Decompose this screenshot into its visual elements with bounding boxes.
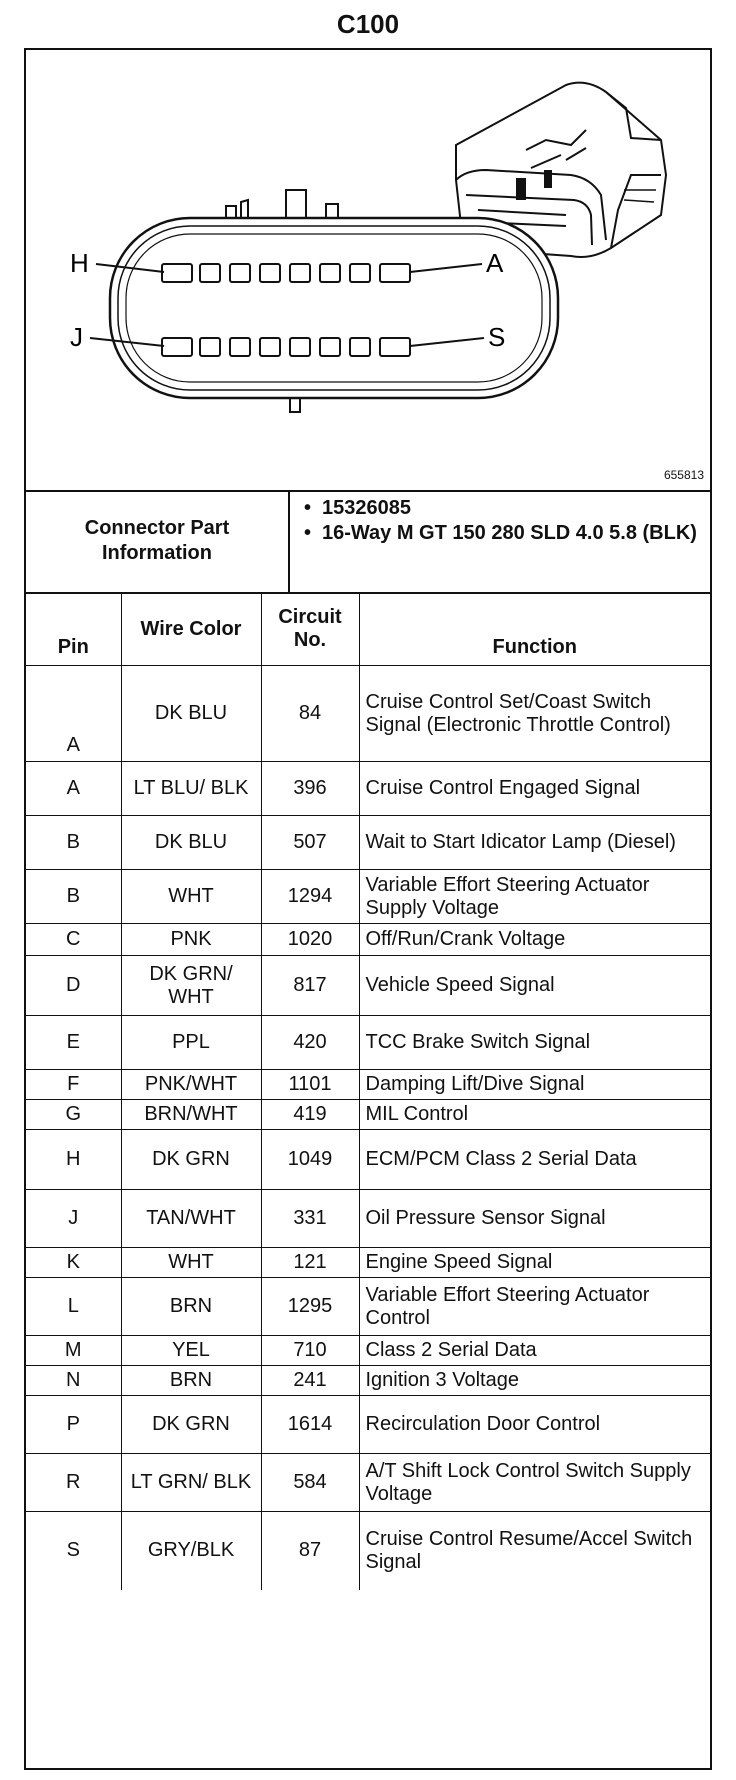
wire-color-cell: PNK: [121, 924, 261, 956]
connector-diagram: [26, 50, 710, 492]
header-function: Function: [359, 593, 710, 666]
circuit-cell: 331: [261, 1190, 359, 1248]
circuit-cell: 396: [261, 762, 359, 816]
circuit-cell: 507: [261, 816, 359, 870]
cavity-label-a: A: [486, 248, 504, 278]
function-cell: Wait to Start Idicator Lamp (Diesel): [359, 816, 710, 870]
function-cell: Cruise Control Resume/Accel Switch Signal: [359, 1512, 710, 1590]
pin-cell: J: [26, 1190, 121, 1248]
circuit-cell: 584: [261, 1454, 359, 1512]
pin-cell: M: [26, 1336, 121, 1366]
table-row: [26, 1396, 710, 1454]
function-cell: Engine Speed Signal: [359, 1248, 710, 1278]
function-cell: A/T Shift Lock Control Switch Supply Voltage: [359, 1454, 710, 1512]
pin-table: [26, 592, 710, 1590]
pin-cell: E: [26, 1016, 121, 1070]
part-info-item: • 15326085: [302, 496, 702, 521]
circuit-cell: 1101: [261, 1070, 359, 1100]
function-cell: Off/Run/Crank Voltage: [359, 924, 710, 956]
function-cell: Vehicle Speed Signal: [359, 956, 710, 1016]
part-info-list: [302, 496, 702, 546]
pin-cell: H: [26, 1130, 121, 1190]
circuit-cell: 1049: [261, 1130, 359, 1190]
pin-cell: B: [26, 870, 121, 924]
table-row: [26, 816, 710, 870]
connector-face-drawing: [26, 50, 710, 490]
image-part-number: 655813: [663, 468, 704, 482]
pin-cell: L: [26, 1278, 121, 1336]
pin-cell: C: [26, 924, 121, 956]
table-row: [26, 1512, 710, 1590]
header-pin: Pin: [26, 593, 121, 666]
circuit-cell: 241: [261, 1366, 359, 1396]
table-row: [26, 1336, 710, 1366]
circuit-cell: 1614: [261, 1396, 359, 1454]
table-row: [26, 1130, 710, 1190]
circuit-cell: 710: [261, 1336, 359, 1366]
wire-color-cell: DK GRN: [121, 1396, 261, 1454]
function-cell: ECM/PCM Class 2 Serial Data: [359, 1130, 710, 1190]
table-row: [26, 666, 710, 762]
table-row: [26, 1278, 710, 1336]
table-row: [26, 1070, 710, 1100]
pin-cell: A: [26, 666, 121, 762]
pin-cell: K: [26, 1248, 121, 1278]
wire-color-cell: LT GRN/ BLK: [121, 1454, 261, 1512]
wire-color-cell: DK BLU: [121, 666, 261, 762]
header-circuit-no: Circuit No.: [261, 593, 359, 666]
table-row: [26, 956, 710, 1016]
wire-color-cell: BRN: [121, 1278, 261, 1336]
connector-frame: [24, 48, 712, 1770]
pin-cell: B: [26, 816, 121, 870]
wire-color-cell: LT BLU/ BLK: [121, 762, 261, 816]
function-cell: Class 2 Serial Data: [359, 1336, 710, 1366]
header-wire-color: Wire Color: [121, 593, 261, 666]
wire-color-cell: WHT: [121, 1248, 261, 1278]
circuit-cell: 87: [261, 1512, 359, 1590]
connector-title: C100: [336, 9, 400, 39]
table-row: [26, 1248, 710, 1278]
circuit-cell: 121: [261, 1248, 359, 1278]
pin-cell: P: [26, 1396, 121, 1454]
part-info-item: • 16-Way M GT 150 280 SLD 4.0 5.8 (BLK): [302, 521, 702, 546]
wire-color-cell: DK BLU: [121, 816, 261, 870]
table-row: [26, 1100, 710, 1130]
table-row: [26, 1016, 710, 1070]
wire-color-cell: PPL: [121, 1016, 261, 1070]
connector-part-info: [26, 490, 710, 594]
cavity-label-j: J: [70, 322, 83, 352]
cavity-label-h: H: [70, 248, 89, 278]
circuit-cell: 1020: [261, 924, 359, 956]
cavity-label-s: S: [488, 322, 506, 352]
function-cell: Damping Lift/Dive Signal: [359, 1070, 710, 1100]
function-cell: Variable Effort Steering Actuator Supply Voltage: [359, 870, 710, 924]
wire-color-cell: DK GRN: [121, 1130, 261, 1190]
circuit-cell: 1294: [261, 870, 359, 924]
pin-cell: A: [26, 762, 121, 816]
table-row: [26, 870, 710, 924]
pin-cell: F: [26, 1070, 121, 1100]
function-cell: Variable Effort Steering Actuator Control: [359, 1278, 710, 1336]
circuit-cell: 1295: [261, 1278, 359, 1336]
circuit-cell: 84: [261, 666, 359, 762]
function-cell: Recirculation Door Control: [359, 1396, 710, 1454]
wire-color-cell: BRN: [121, 1366, 261, 1396]
pin-table-header: [26, 593, 710, 666]
pin-cell: D: [26, 956, 121, 1016]
wire-color-cell: GRY/BLK: [121, 1512, 261, 1590]
wire-color-cell: PNK/WHT: [121, 1070, 261, 1100]
part-info-label: Connector Part Information: [84, 517, 230, 564]
connector-face: [110, 190, 558, 412]
table-row: [26, 1190, 710, 1248]
wire-color-cell: YEL: [121, 1336, 261, 1366]
wire-color-cell: DK GRN/ WHT: [121, 956, 261, 1016]
circuit-cell: 420: [261, 1016, 359, 1070]
pin-cell: G: [26, 1100, 121, 1130]
circuit-cell: 817: [261, 956, 359, 1016]
pin-cell: R: [26, 1454, 121, 1512]
pin-cell: S: [26, 1512, 121, 1590]
function-cell: TCC Brake Switch Signal: [359, 1016, 710, 1070]
function-cell: Cruise Control Set/Coast Switch Signal (Electronic Throttle Control): [359, 666, 710, 762]
wire-color-cell: TAN/WHT: [121, 1190, 261, 1248]
circuit-cell: 419: [261, 1100, 359, 1130]
table-row: [26, 1454, 710, 1512]
wire-color-cell: BRN/WHT: [121, 1100, 261, 1130]
function-cell: MIL Control: [359, 1100, 710, 1130]
function-cell: Oil Pressure Sensor Signal: [359, 1190, 710, 1248]
table-row: [26, 1366, 710, 1396]
pin-cell: N: [26, 1366, 121, 1396]
table-row: [26, 924, 710, 956]
table-row: [26, 762, 710, 816]
wire-color-cell: WHT: [121, 870, 261, 924]
function-cell: Cruise Control Engaged Signal: [359, 762, 710, 816]
function-cell: Ignition 3 Voltage: [359, 1366, 710, 1396]
